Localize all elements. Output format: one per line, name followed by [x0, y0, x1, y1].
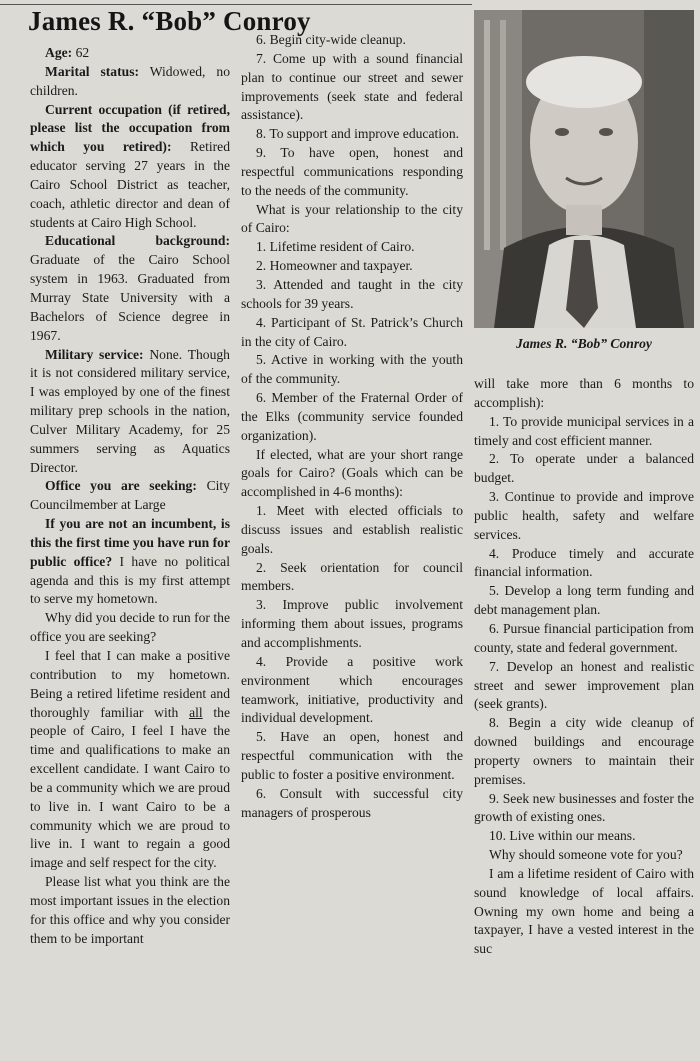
why-answer [30, 647, 230, 873]
short-goal-item: 4. Provide a positive work environment which encourages teamwork, initiative, productivity and individual development. [241, 653, 463, 726]
military-value: None. Though it is not considered military service, I was employed by one of the finest military prep schools in the nation, Culver Military Academy, for 25 summers serving as Aquatics Director. [30, 346, 230, 475]
office-line [30, 477, 230, 515]
page-title: James R. “Bob” Conroy [28, 6, 311, 36]
relationship-item: 4. Participant of St. Patrick’s Church in the city of Cairo. [241, 314, 463, 349]
short-goal-item: 2. Seek orientation for council members. [241, 559, 463, 594]
long-goal-item: 7. Develop an honest and realistic street and sewer improvement plan (seek grants). [474, 658, 694, 712]
office-label: Office you are seeking: [45, 478, 197, 494]
long-goal-item: 2. To operate under a balanced budget. [474, 451, 694, 486]
issue-item: 6. Begin city-wide cleanup. [256, 32, 406, 47]
why-answer-all: all [189, 704, 203, 720]
short-goals-list [241, 502, 463, 822]
short-goal-item: 3. Improve public involvement informing them about issues, programs and accomplishments. [241, 597, 463, 650]
relationship-item: 6. Member of the Fraternal Order of the Elks (community service founded organization). [241, 390, 463, 443]
marital-label: Marital status: [45, 63, 140, 79]
occupation-label: Current occupation (if retired, please list the occupation from which you retired): [30, 101, 230, 155]
why-answer-part-2: the people of Cairo, I feel I have the time and qualifications to make an excellent candidate. I want Cairo to be a community which we are proud to live in. I want Cairo to be a community which we are proud to live in. I want to regain a good image and self respect for the city. [30, 704, 230, 871]
why-answer-part-1: I feel that I can make a positive contribution to my hometown. Being a retired lifetime resident and thoroughly familiar with [30, 648, 230, 720]
long-goal-item: 5. Develop a long term funding and debt management plan. [474, 583, 694, 618]
issue-item: 9. To have open, honest and respectful communications responding to the needs of the community. [241, 145, 463, 198]
incumbent-value: I have no political agenda and this is my first attempt to serve my hometown. [30, 553, 230, 607]
long-goal-item: 3. Continue to provide and improve public health, safety and welfare services. [474, 489, 694, 542]
short-goal-item: 1. Meet with elected officials to discuss issues and establish realistic goals. [241, 503, 463, 556]
top-rule [0, 4, 472, 5]
long-goal-item: 6. Pursue financial participation from county, state and federal government. [474, 620, 694, 655]
age-label: Age: [45, 45, 73, 60]
short-goals-question: If elected, what are your short range goals for Cairo? (Goals which can be accomplished in 4-6 months): [241, 446, 463, 500]
incumbent-line [30, 515, 230, 609]
age-line [30, 44, 230, 63]
long-goals-list [474, 413, 694, 846]
office-value: City Councilmember at Large [30, 478, 230, 513]
long-goals-intro: will take more than 6 months to accomplish): [474, 376, 694, 410]
military-line [30, 346, 230, 478]
issues-list [241, 31, 463, 201]
column-3 [474, 375, 694, 1059]
photo-caption: James R. “Bob” Conroy [516, 336, 652, 351]
relationship-question: What is your relationship to the city of Cairo: [241, 201, 463, 236]
issues-question: Please list what you think are the most important issues in the election for this office and why you consider them to be important [30, 874, 230, 946]
column-1 [30, 44, 230, 1059]
relationship-item: 5. Active in working with the youth of the community. [241, 352, 463, 387]
issue-item: 7. Come up with a sound financial plan to continue our street and sewer improvements (seek state and federal assistance). [241, 50, 463, 123]
education-line [30, 232, 230, 345]
vote-question: Why should someone vote for you? [489, 847, 683, 863]
marital-value: Widowed, no children. [30, 63, 230, 98]
long-goal-item: 4. Produce timely and accurate financial information. [474, 545, 694, 580]
relationship-item: 3. Attended and taught in the city schools for 39 years. [241, 276, 463, 311]
why-question: Why did you decide to run for the office you are seeking? [30, 610, 230, 645]
marital-line [30, 63, 230, 101]
military-label: Military service: [45, 346, 144, 362]
long-goal-item: 10. Live within our means. [489, 828, 636, 844]
short-goal-item: 5. Have an open, honest and respectful communication with the public to foster a positive environment. [241, 729, 463, 782]
column-2 [241, 31, 463, 1059]
incumbent-label: If you are not an incumbent, is this the first time you have run for public office? [30, 516, 230, 569]
occupation-value: Retired educator serving 27 years in the Cairo School District as teacher, coach, athletic director and dean of students at Cairo High School. [30, 139, 230, 230]
occupation-line [30, 101, 230, 233]
portrait-image [474, 10, 694, 328]
long-goal-item: 1. To provide municipal services in a timely and cost efficient manner. [474, 413, 694, 448]
education-value: Graduate of the Cairo School system in 1963. Graduated from Murray State University with a Bachelors of Science degree in 1967. [30, 252, 230, 343]
vote-answer: I am a lifetime resident of Cairo with sound knowledge of local affairs. Owning my own home and being a taxpayer, I have a vested interest in the suc [474, 865, 694, 957]
candidate-photo [474, 10, 694, 328]
long-goal-item: 8. Begin a city wide cleanup of downed buildings and encourage property owners to maintain their premises. [474, 715, 694, 787]
short-goal-item: 6. Consult with successful city managers of prosperous [241, 785, 463, 820]
relationship-item: 2. Homeowner and taxpayer. [256, 258, 413, 274]
relationship-item: 1. Lifetime resident of Cairo. [256, 239, 415, 255]
long-goal-item: 9. Seek new businesses and foster the growth of existing ones. [474, 790, 694, 825]
issue-item: 8. To support and improve education. [256, 126, 460, 142]
education-label: Educational background: [45, 233, 230, 249]
age-value: 62 [75, 45, 90, 60]
relationship-list [241, 238, 463, 445]
